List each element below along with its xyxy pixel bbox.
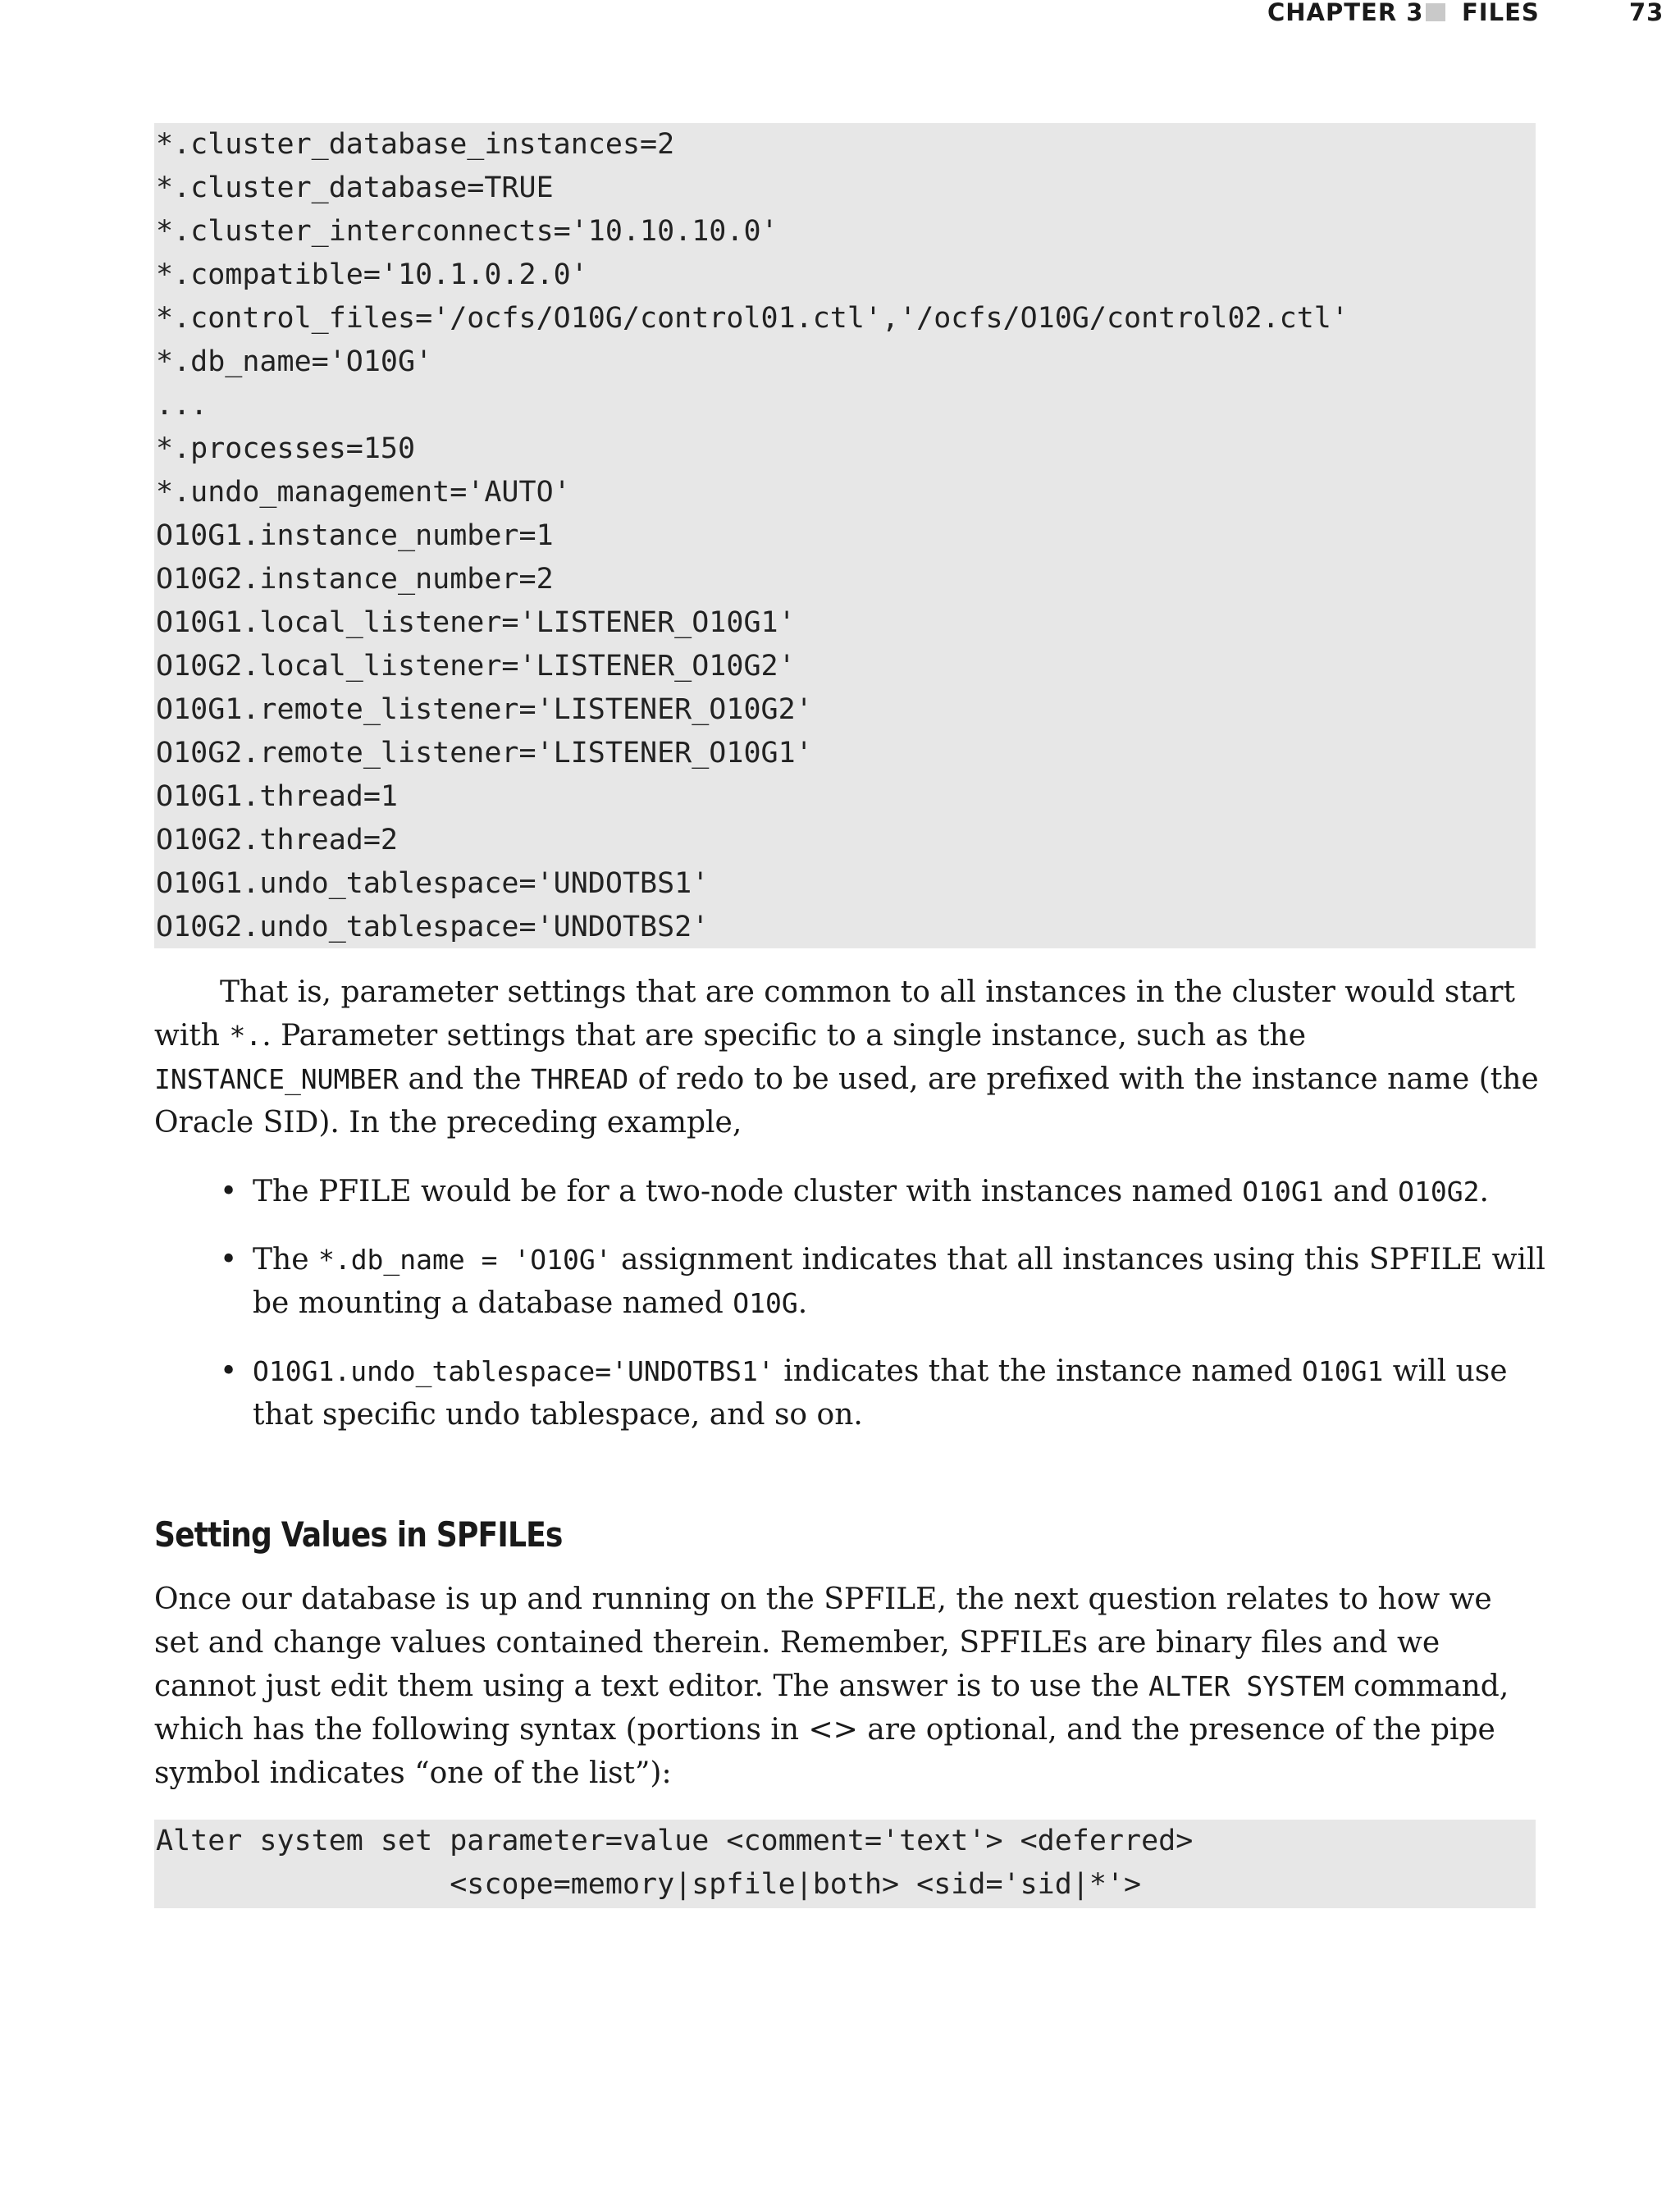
code-line: O10G2.instance_number=2 [156, 563, 554, 596]
paragraph-text: and the [399, 1062, 531, 1096]
page-number: 73 [1629, 0, 1664, 26]
inline-code: THREAD [531, 1063, 629, 1095]
paragraph-text: Once our database is up and running on the SPFILE, the next question relates to how we set and change values contained therein. Remember, SPFILEs are binary files and we cannot just edit them using a text editor. The answer is to use the [154, 1583, 1492, 1703]
code-line: O10G2.thread=2 [156, 824, 399, 856]
bullet-text: The PFILE would be for a two-node cluster with instances named [253, 1175, 1243, 1208]
inline-code: O10G2 [1398, 1176, 1480, 1208]
inline-code: ALTER SYSTEM [1148, 1670, 1344, 1702]
bullet-text: . [1479, 1175, 1489, 1208]
code-line: *.db_name='O10G' [156, 345, 433, 378]
bullet-text: will use that specific undo tablespace, and so on. [253, 1354, 1508, 1432]
code-line: *.undo_management='AUTO' [156, 476, 571, 509]
section-heading: Setting Values in SPFILEs [154, 1514, 563, 1555]
bullet-text: and [1323, 1175, 1399, 1208]
code-line: *.control_files='/ocfs/O10G/control01.ctl','/ocfs/O10G/control02.ctl' [156, 302, 1349, 335]
paragraph-text: of redo to be used, are prefixed with the instance name (the Oracle SID). In the preceding example, [154, 1062, 1539, 1140]
bullet-icon: • [220, 1175, 238, 1208]
code-line: *.cluster_database_instances=2 [156, 128, 675, 161]
inline-code: *. [229, 1020, 262, 1052]
bullet-text: The [253, 1243, 318, 1277]
code-line: O10G2.remote_listener='LISTENER_O10G1' [156, 737, 813, 770]
running-head [1267, 0, 1664, 26]
code-line: O10G1.instance_number=1 [156, 519, 554, 552]
bullet-item-instances [154, 1170, 1549, 1213]
bullet-icon: • [220, 1354, 238, 1388]
bullet-list [154, 1170, 1549, 1461]
paragraph-text: . Parameter settings that are specific to a single instance, such as the [262, 1019, 1307, 1053]
code-line: O10G1.undo_tablespace='UNDOTBS1' [156, 867, 710, 900]
code-line: *.processes=150 [156, 432, 416, 465]
body-paragraph-2 [154, 1578, 1541, 1795]
paragraph-text: That is, parameter settings that are common to all instances in the cluster would start with [154, 975, 1515, 1053]
code-line: O10G2.undo_tablespace='UNDOTBS2' [156, 911, 710, 943]
bullet-item-undo-tablespace [154, 1350, 1549, 1436]
code-listing-parameters [154, 123, 1536, 948]
paragraph-text: command, which has the following syntax (portions in <> are optional, and the presence of the pipe symbol indicates “one of the list”): [154, 1669, 1509, 1790]
code-line: *.compatible='10.1.0.2.0' [156, 258, 588, 291]
inline-code: O10G1 [1301, 1355, 1384, 1387]
code-line: *.cluster_database=TRUE [156, 171, 554, 204]
bullet-icon: • [220, 1243, 238, 1277]
code-line: O10G1.local_listener='LISTENER_O10G1' [156, 606, 796, 639]
code-line: <scope=memory|spfile|both> <sid='sid|*'> [156, 1868, 1142, 1901]
inline-code: O10G [733, 1287, 798, 1319]
bullet-text: . [797, 1286, 808, 1320]
inline-code: *.db_name = 'O10G' [317, 1244, 612, 1276]
section-label: FILES [1462, 0, 1540, 26]
bullet-item-db-name [154, 1238, 1549, 1325]
code-line: *.cluster_interconnects='10.10.10.0' [156, 215, 778, 248]
inline-code: O10G1.undo_tablespace='UNDOTBS1' [253, 1355, 774, 1387]
inline-code: INSTANCE_NUMBER [154, 1063, 399, 1095]
code-line: ... [156, 389, 208, 422]
inline-code: O10G1 [1242, 1176, 1324, 1208]
code-line: O10G2.local_listener='LISTENER_O10G2' [156, 650, 796, 683]
code-listing-alter-system-syntax [154, 1820, 1536, 1908]
bullet-text: assignment indicates that all instances using this SPFILE will be mounting a database named [253, 1243, 1545, 1320]
bullet-text: indicates that the instance named [774, 1354, 1302, 1388]
separator-square-icon [1426, 3, 1445, 21]
body-paragraph-1 [154, 971, 1541, 1144]
code-line: Alter system set parameter=value <comment='text'> <deferred> [156, 1825, 1194, 1857]
chapter-label: CHAPTER 3 [1267, 0, 1424, 26]
code-line: O10G1.remote_listener='LISTENER_O10G2' [156, 693, 813, 726]
code-line: O10G1.thread=1 [156, 780, 399, 813]
